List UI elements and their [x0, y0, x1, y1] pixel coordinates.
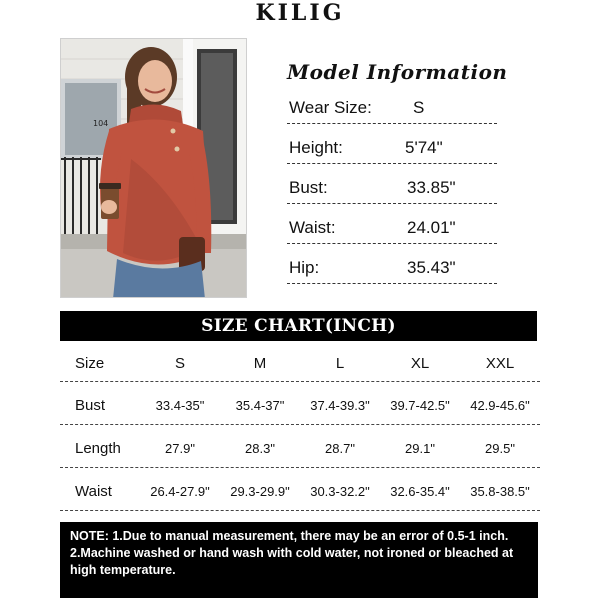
info-row-wear-size	[287, 92, 497, 124]
info-value: 33.85"	[407, 178, 456, 197]
house-number-text: 104	[93, 119, 109, 128]
header-cell: S	[174, 354, 185, 372]
table-cell: 28.3"	[245, 440, 275, 456]
table-cell: 35.8-38.5"	[470, 483, 530, 499]
header-cell: XXL	[485, 354, 515, 372]
info-label: Wear Size:	[289, 98, 372, 117]
info-label: Height:	[289, 138, 343, 157]
note-line: NOTE: 1.Due to manual measurement, there may be an error of 0.5-1 inch.	[70, 529, 509, 543]
info-value: 24.01"	[407, 218, 456, 237]
table-cell: 42.9-45.6"	[470, 397, 530, 413]
note-line: 2.Machine washed or hand wash with cold water, not ironed or bleached at	[70, 546, 514, 560]
table-cell: 26.4-27.9"	[150, 483, 210, 499]
row-label: Waist	[75, 482, 112, 500]
table-cell: 37.4-39.3"	[310, 397, 370, 413]
header-cell: L	[335, 354, 345, 372]
header-cell: XL	[410, 354, 430, 372]
table-cell: 27.9"	[165, 440, 195, 456]
size-chart-row-waist	[60, 473, 540, 509]
info-row-waist	[287, 212, 497, 244]
row-label: Bust	[75, 396, 106, 414]
info-label: Bust:	[289, 178, 328, 197]
row-divider	[60, 424, 540, 425]
table-cell: 33.4-35"	[155, 397, 205, 413]
table-cell: 32.6-35.4"	[390, 483, 450, 499]
model-photo-illustration	[61, 39, 247, 298]
size-chart-header-row	[60, 345, 540, 381]
row-divider	[60, 510, 540, 511]
brand-logo: KILIG	[255, 0, 345, 26]
table-cell: 29.1"	[405, 440, 435, 456]
table-cell: 30.3-32.2"	[310, 483, 370, 499]
model-info-title: Model Information	[287, 60, 508, 84]
size-chart-row-length	[60, 430, 540, 466]
table-cell: 39.7-42.5"	[390, 397, 450, 413]
model-photo	[60, 38, 247, 298]
size-chart-row-bust	[60, 387, 540, 423]
size-chart-title: SIZE CHART(INCH)	[60, 311, 537, 341]
row-label: Length	[75, 439, 121, 457]
header-cell: Size	[75, 354, 105, 372]
header-cell: M	[253, 354, 267, 372]
row-divider	[60, 381, 540, 382]
table-cell: 29.5"	[485, 440, 515, 456]
info-value: 35.43"	[407, 258, 456, 277]
info-value: 5'74"	[405, 138, 443, 157]
note-line: high temperature.	[70, 563, 176, 577]
table-cell: 28.7"	[325, 440, 355, 456]
info-row-height	[287, 132, 497, 164]
info-label: Waist:	[289, 218, 336, 237]
table-cell: 35.4-37"	[235, 397, 285, 413]
info-value: S	[413, 98, 425, 117]
info-row-bust	[287, 172, 497, 204]
info-row-hip	[287, 252, 497, 284]
table-cell: 29.3-29.9"	[230, 483, 290, 499]
row-divider	[60, 467, 540, 468]
care-note	[60, 522, 538, 598]
info-label: Hip:	[289, 258, 320, 277]
